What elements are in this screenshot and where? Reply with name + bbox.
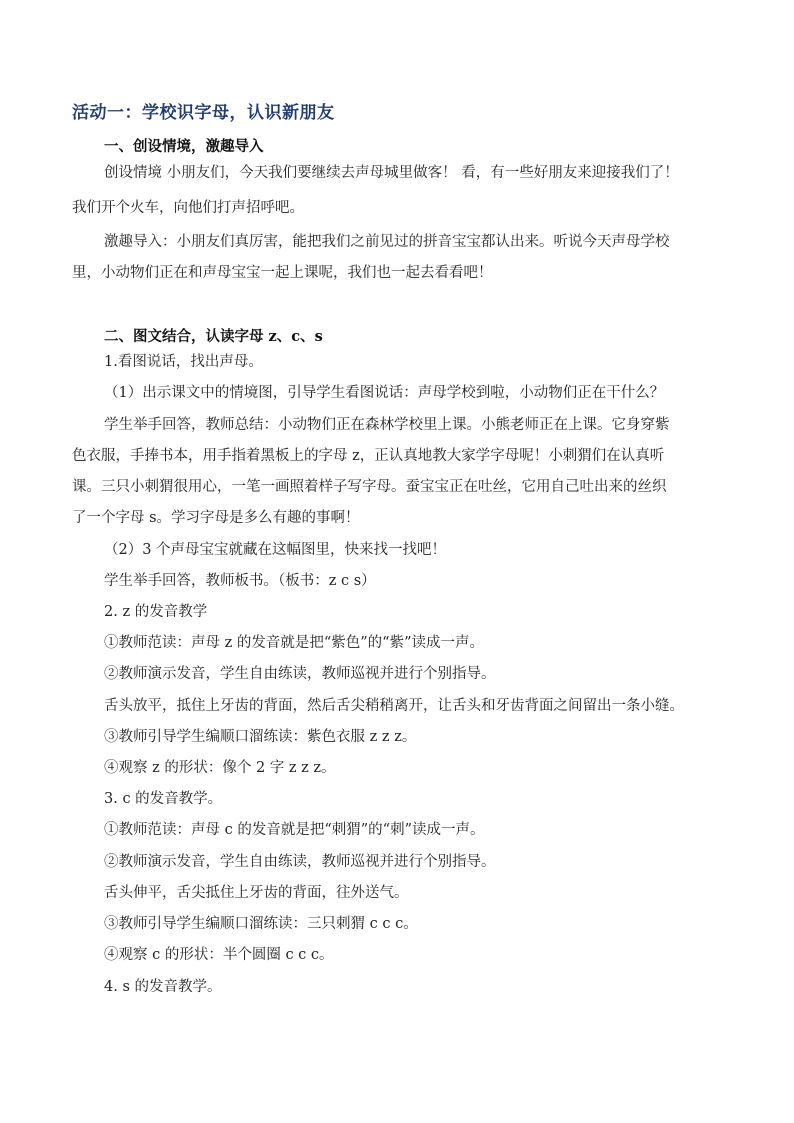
paragraph-line: ①教师范读：声母 z 的发音就是把“紫色”的“紫”读成一声。	[104, 635, 485, 651]
paragraph-line: ②教师演示发音，学生自由练读，教师巡视并进行个别指导。	[104, 666, 496, 682]
paragraph-line: 了一个字母 s。学习字母是多么有趣的事啊！	[72, 510, 360, 526]
paragraph-line: 激趣导入：小朋友们真厉害，能把我们之前见过的拼音宝宝都认出来。听说今天声母学校	[104, 234, 670, 250]
paragraph-line: ④观察 c 的形状：半个圆圈 c c c。	[104, 947, 334, 963]
paragraph-line: ②教师演示发音，学生自由练读，教师巡视并进行个别指导。	[104, 854, 496, 870]
paragraph-line: ④观察 z 的形状：像个 2 字 z z z。	[104, 760, 336, 776]
paragraph-line: 舌头伸平，舌尖抵住上牙齿的背面，往外送气。	[104, 885, 409, 901]
paragraph-line: （2）3 个声母宝宝就藏在这幅图里，快来找一找吧！	[104, 542, 447, 558]
paragraph-line: （1）出示课文中的情境图，引导学生看图说话：声母学校到啦，小动物们正在干什么？	[104, 385, 665, 401]
page-title: 活动一：学校识字母，认识新朋友	[72, 103, 335, 123]
paragraph-line: 3. c 的发音教学。	[104, 791, 223, 807]
paragraph-line: 舌头放平，抵住上牙齿的背面，然后舌尖稍稍离开，让舌头和牙齿背面之间留出一条小缝。	[104, 698, 684, 714]
paragraph-line: 4. s 的发音教学。	[104, 979, 222, 995]
paragraph-line: 学生举手回答，教师总结：小动物们正在森林学校里上课。小熊老师正在上课。它身穿紫	[104, 417, 670, 433]
paragraph-line: 我们开个火车，向他们打声招呼吧。	[72, 200, 304, 216]
paragraph-line: 创设情境 小朋友们，今天我们要继续去声母城里做客！ 看，有一些好朋友来迎接我们了！	[104, 165, 679, 181]
section-heading-1: 一、创设情境，激趣导入	[104, 138, 264, 155]
paragraph-line: 1.看图说话，找出声母。	[104, 354, 263, 370]
paragraph-line: ①教师范读：声母 c 的发音就是把“刺猬”的“刺”读成一声。	[104, 822, 485, 838]
paragraph-line: 色衣服，手捧书本，用手指着黑板上的字母 z，正认真地教大家学字母呢！小刺猬们在认真听	[72, 448, 665, 464]
paragraph-line: 2. z 的发音教学	[104, 604, 208, 620]
paragraph-line: 课。三只小刺猬很用心，一笔一画照着样子写字母。蚕宝宝正在吐丝，它用自己吐出来的丝织	[72, 479, 667, 495]
paragraph-line: 学生举手回答，教师板书。（板书：z c s）	[104, 573, 376, 589]
paragraph-line: ③教师引导学生编顺口溜练读：三只刺猬 c c c。	[104, 916, 418, 932]
paragraph-line: ③教师引导学生编顺口溜练读：紫色衣服 z z z。	[104, 729, 417, 745]
paragraph-line: 里，小动物们正在和声母宝宝一起上课呢，我们也一起去看看吧！	[72, 265, 493, 281]
section-heading-2: 二、图文结合，认读字母 z、c、s	[104, 328, 323, 345]
